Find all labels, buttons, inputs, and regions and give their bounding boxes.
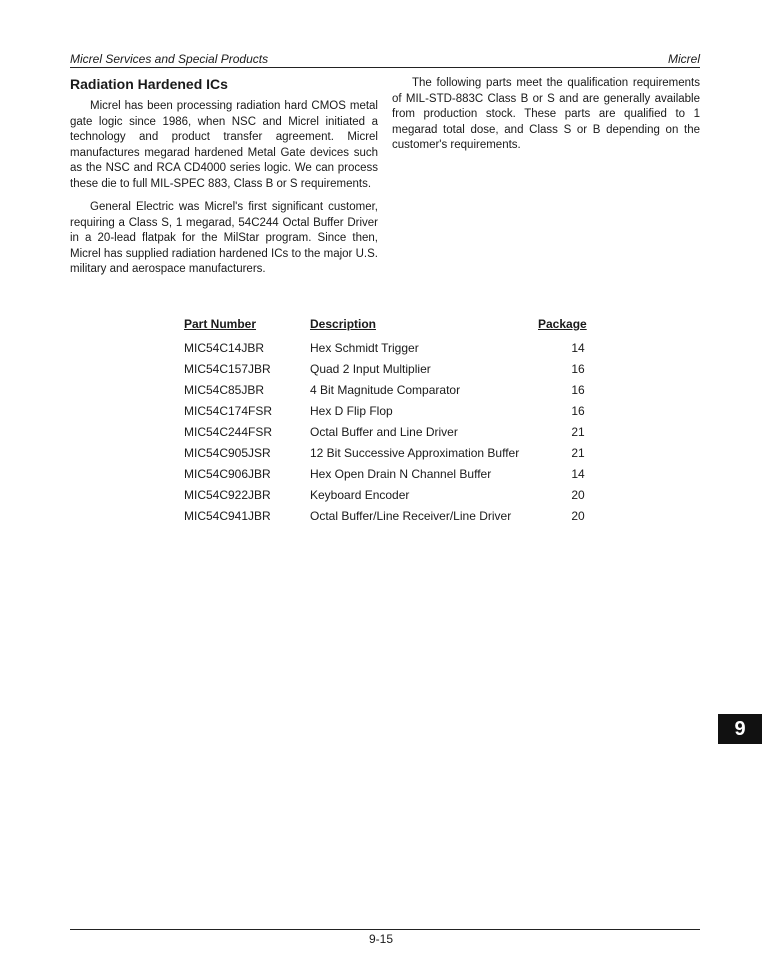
cell-description: 12 Bit Successive Approximation Buffer xyxy=(310,445,520,460)
table-header-row xyxy=(184,316,618,337)
cell-part-number: MIC54C906JBR xyxy=(184,466,271,481)
cell-package: 21 xyxy=(571,445,585,460)
cell-part-number: MIC54C922JBR xyxy=(184,487,271,502)
cell-part-number: MIC54C941JBR xyxy=(184,508,271,523)
paragraph-history: Micrel has been processing radiation hard CMOS metal gate logic since 1986, when NSC and Micrel initiated a technology and product transfer agreement. Micrel manufactures megarad hardened Metal Gate devices such as the NSC and RCA CD4000 series logic. We can process these die to full MIL-SPEC 883, Class B or S requirements. xyxy=(70,100,378,190)
header-description: Description xyxy=(310,317,377,331)
left-column xyxy=(70,99,378,286)
cell-description: Quad 2 Input Multiplier xyxy=(310,361,431,376)
running-header-company: Micrel xyxy=(668,52,700,66)
cell-part-number: MIC54C174FSR xyxy=(184,403,273,418)
cell-package: 20 xyxy=(571,508,585,523)
page-number: 9-15 xyxy=(368,932,394,946)
parts-table xyxy=(184,316,618,526)
table-row xyxy=(184,337,618,358)
paragraph-customers: General Electric was Micrel's first significant customer, requiring a Class S, 1 megarad, 54C244 Octal Buffer Driver in a 20-lead flatpak for the MilStar program. Since then, Micrel has supplied radiation hardened ICs to the major U.S. military and aerospace manufacturers. xyxy=(70,201,378,275)
header-divider xyxy=(70,67,700,68)
cell-description: Hex Open Drain N Channel Buffer xyxy=(310,466,492,481)
cell-description: Hex Schmidt Trigger xyxy=(310,340,419,355)
paragraph-qualification: The following parts meet the qualification requirements of MIL-STD-883C Class B or S and are generally available from production stock. These parts are qualified to 1 megarad total dose, and Class S or B depending on the customer's requirements. xyxy=(392,77,700,151)
header-package: Package xyxy=(538,317,587,331)
cell-part-number: MIC54C157JBR xyxy=(184,361,271,376)
running-header-section: Micrel Services and Special Products xyxy=(70,52,269,66)
cell-part-number: MIC54C244FSR xyxy=(184,424,273,439)
cell-package: 16 xyxy=(571,403,585,418)
cell-description: Octal Buffer and Line Driver xyxy=(310,424,458,439)
right-column xyxy=(392,76,700,162)
table-row xyxy=(184,400,618,421)
cell-description: Keyboard Encoder xyxy=(310,487,410,502)
cell-package: 16 xyxy=(571,382,585,397)
table-row xyxy=(184,484,618,505)
section-tab-marker: 9 xyxy=(718,714,762,744)
cell-package: 14 xyxy=(571,340,585,355)
table-row xyxy=(184,379,618,400)
table-row xyxy=(184,505,618,526)
section-title: Radiation Hardened ICs xyxy=(70,76,228,92)
cell-description: Hex D Flip Flop xyxy=(310,403,393,418)
cell-package: 20 xyxy=(571,487,585,502)
cell-description: 4 Bit Magnitude Comparator xyxy=(310,382,461,397)
table-row xyxy=(184,463,618,484)
cell-part-number: MIC54C14JBR xyxy=(184,340,265,355)
cell-package: 14 xyxy=(571,466,585,481)
table-row xyxy=(184,442,618,463)
cell-package: 21 xyxy=(571,424,585,439)
cell-description: Octal Buffer/Line Receiver/Line Driver xyxy=(310,508,512,523)
header-part-number: Part Number xyxy=(184,317,257,331)
footer-divider xyxy=(70,929,700,930)
table-row xyxy=(184,421,618,442)
table-row xyxy=(184,358,618,379)
cell-package: 16 xyxy=(571,361,585,376)
cell-part-number: MIC54C905JSR xyxy=(184,445,271,460)
cell-part-number: MIC54C85JBR xyxy=(184,382,265,397)
